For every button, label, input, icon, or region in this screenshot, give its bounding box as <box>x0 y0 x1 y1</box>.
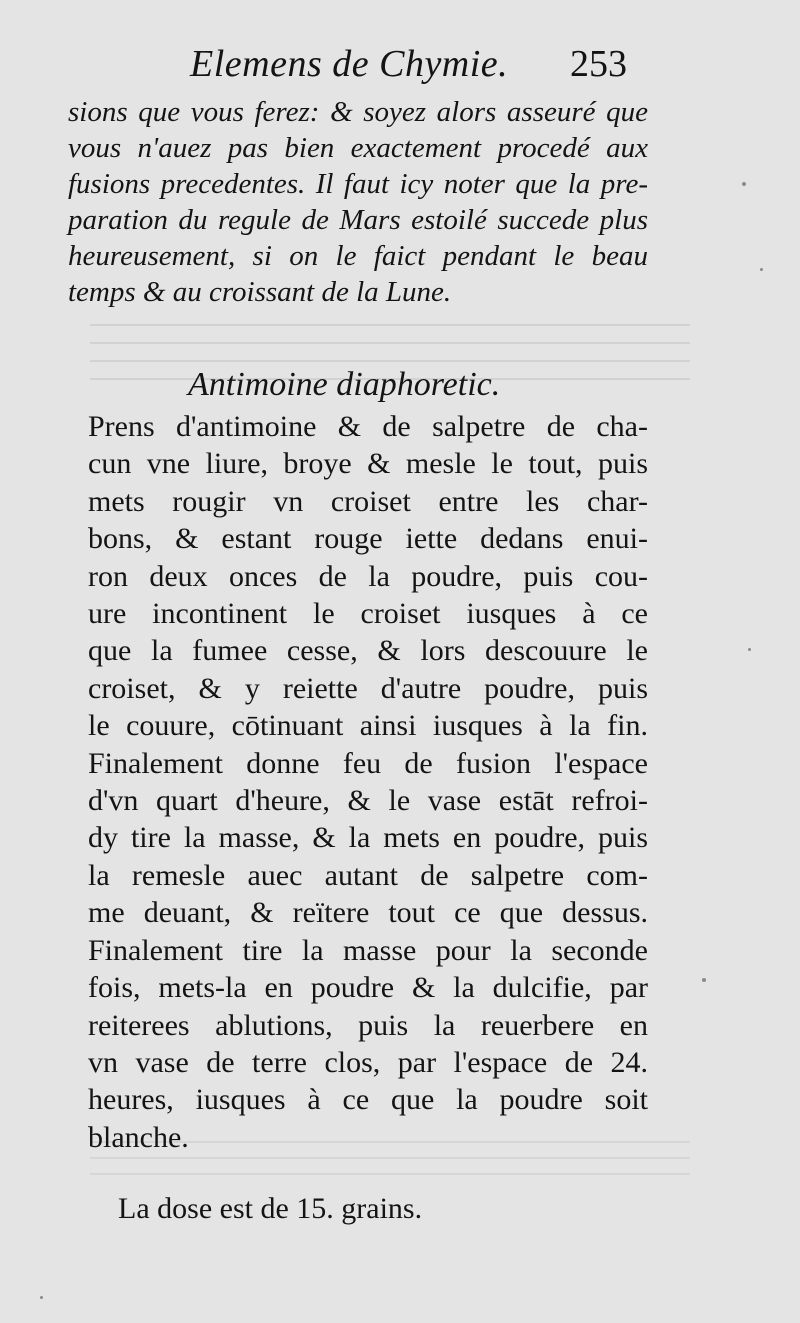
recipe-paragraph <box>88 408 648 1156</box>
paper-speck <box>748 648 751 651</box>
paper-speck <box>760 268 763 271</box>
text-line: heures, iusques à ce que la poudre soit <box>88 1083 648 1117</box>
text-line: bons, & estant rouge iette dedans enui- <box>88 522 648 556</box>
continuation-paragraph <box>68 94 648 310</box>
text-line: d'vn quart d'heure, & le vase estāt refroi- <box>88 784 648 818</box>
text-line: croiset, & y reiette d'autre poudre, puis <box>88 671 648 705</box>
text-line: vous n'auez pas bien exactement procedé aux <box>68 132 648 164</box>
dose-line: La dose est de 15. grains. <box>118 1192 423 1225</box>
text-line: fusions precedentes. Il faut icy noter que la pre- <box>68 168 648 200</box>
text-line: sions que vous ferez: & soyez alors asseuré que <box>68 96 648 128</box>
text-line: paration du regule de Mars estoilé succede plus <box>68 204 648 236</box>
text-line: cun vne liure, broye & mesle le tout, puis <box>88 447 648 481</box>
text-line: Prens d'antimoine & de salpetre de cha- <box>88 410 648 443</box>
text-line: le couure, cōtinuant ainsi iusques à la fin. <box>88 709 648 743</box>
text-line: heureusement, si on le faict pendant le beau <box>68 240 648 272</box>
text-line: dy tire la masse, & la mets en poudre, puis <box>88 821 648 855</box>
running-head <box>0 40 800 90</box>
paper-speck <box>40 1296 43 1299</box>
page-number: 253 <box>570 43 627 85</box>
text-line: la remesle auec autant de salpetre com- <box>88 858 648 892</box>
text-line: Finalement donne feu de fusion l'espace <box>88 746 648 780</box>
text-line: mets rougir vn croiset entre les char- <box>88 484 648 518</box>
paper-speck <box>742 182 746 186</box>
text-line: ure incontinent le croiset iusques à ce <box>88 597 648 631</box>
text-line: vn vase de terre clos, par l'espace de 24. <box>88 1045 648 1079</box>
text-line: blanche. <box>88 1120 189 1154</box>
text-line: que la fumee cesse, & lors descouure le <box>88 634 648 668</box>
text-line: reiterees ablutions, puis la reuerbere en <box>88 1008 648 1042</box>
text-line: temps & au croissant de la Lune. <box>68 276 452 308</box>
paper-speck <box>702 978 706 982</box>
text-line: fois, mets-la en poudre & la dulcifie, par <box>88 971 648 1005</box>
running-title: Elemens de Chymie. <box>190 43 509 85</box>
section-heading: Antimoine diaphoretic. <box>188 366 501 403</box>
text-line: me deuant, & reïtere tout ce que dessus. <box>88 896 648 930</box>
text-line: ron deux onces de la poudre, puis cou- <box>88 559 648 593</box>
text-line: Finalement tire la masse pour la seconde <box>88 933 648 967</box>
